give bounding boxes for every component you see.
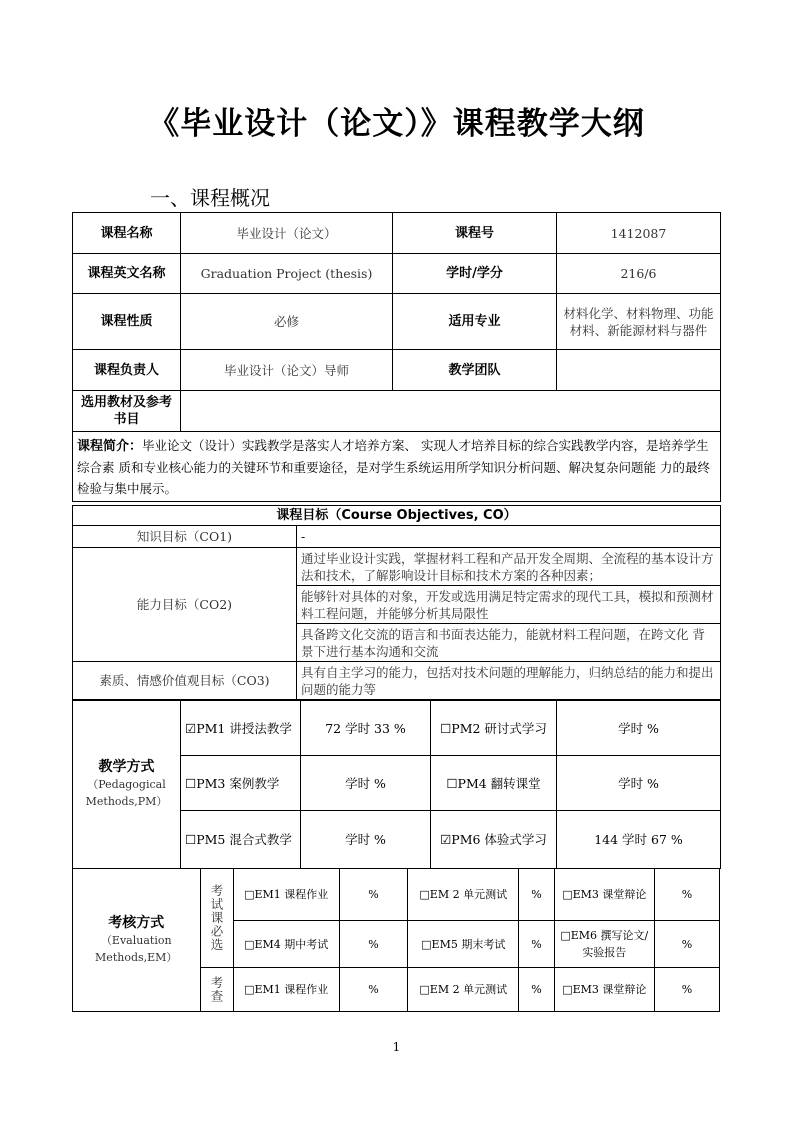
leader-label: 课程负责人	[73, 350, 181, 391]
nature-label: 课程性质	[73, 294, 181, 350]
pm5-value: 学时 %	[301, 811, 431, 869]
majors-value: 材料化学、材料物理、功能材料、新能源材料与器件	[557, 294, 721, 350]
pm1-value: 72 学时 33 %	[301, 701, 431, 756]
evaluation-label: 考核方式	[108, 914, 165, 931]
evaluation-label-cell	[73, 869, 201, 1012]
em-pct: %	[654, 921, 719, 968]
textbook-value	[181, 391, 721, 432]
pm2-value: 学时 %	[557, 701, 721, 756]
pedagogy-label-cell	[73, 701, 181, 869]
pm3-value: 学时 %	[301, 756, 431, 811]
co2-item: 具备跨文化交流的语言和书面表达能力，能就材料工程问题，在跨文化 背景下进行基本沟通和交流	[297, 624, 721, 662]
em-pct: %	[654, 968, 719, 1012]
page-number: 1	[392, 1040, 401, 1054]
course-intro	[73, 432, 721, 502]
intro-label: 课程简介：	[77, 438, 143, 454]
objectives-header: 课程目标（Course Objectives, CO）	[73, 506, 721, 526]
intro-text: 毕业论文（设计）实践教学是落实人才培养方案、 实现人才培养目标的综合实践教学内容，是培养学生综合素 质和专业核心能力的关键环节和重要途径，是对学生系统运用所学知识分析问题、解决复杂问题能 力的最终检验与集中展示。	[77, 437, 710, 496]
em-item[interactable]: □EM3 课堂辩论	[554, 869, 654, 921]
exam-label: 考试课必选	[200, 869, 233, 968]
hours-credits-label: 学时/学分	[393, 254, 557, 294]
document-title: 《毕业设计（论文）》课程教学大纲	[148, 106, 645, 142]
em-pct: %	[654, 869, 719, 921]
em-pct: %	[519, 869, 554, 921]
team-value	[557, 350, 721, 391]
em-pct: %	[339, 869, 407, 921]
co2-label: 能力目标（CO2)	[73, 548, 297, 662]
section-heading: 一、课程概况	[150, 186, 270, 210]
leader-value: 毕业设计（论文）导师	[181, 350, 393, 391]
course-name-value: 毕业设计（论文）	[181, 213, 393, 254]
co2-item: 通过毕业设计实践，掌握材料工程和产品开发全周期、全流程的基本设计方法和技术，了解影响设计目标和技术方案的各种因素；	[297, 548, 721, 586]
checkbox-icon[interactable]: ☐	[185, 832, 197, 847]
course-no-value: 1412087	[557, 213, 721, 254]
em-item[interactable]: □EM1 课程作业	[233, 869, 339, 921]
em-item[interactable]: □EM6 撰写论文/实验报告	[554, 921, 654, 968]
evaluation-table	[72, 868, 720, 1012]
checkbox-icon[interactable]: ☐	[446, 775, 458, 791]
overview-table	[72, 212, 721, 502]
em-pct: %	[339, 968, 407, 1012]
pm6-value: 144 学时 67 %	[557, 811, 721, 869]
english-name-value: Graduation Project (thesis)	[181, 254, 393, 294]
team-label: 教学团队	[393, 350, 557, 391]
pedagogy-table	[72, 700, 721, 869]
course-no-label: 课程号	[393, 213, 557, 254]
majors-label: 适用专业	[393, 294, 557, 350]
checkbox-icon[interactable]: ☑	[440, 832, 452, 847]
course-name-label: 课程名称	[73, 213, 181, 254]
pm6: ☑PM6 体验式学习	[431, 811, 557, 869]
checkbox-icon[interactable]: ☐	[440, 720, 452, 736]
em-item[interactable]: □EM 2 单元测试	[408, 968, 519, 1012]
co3-label: 素质、情感价值观目标（CO3)	[73, 662, 297, 700]
em-item[interactable]: □EM1 课程作业	[233, 968, 339, 1012]
checkbox-icon[interactable]: ☑	[185, 720, 197, 736]
pm4-value: 学时 %	[557, 756, 721, 811]
checkbox-icon[interactable]: ☐	[185, 775, 197, 791]
pedagogy-label-en: （Pedagogical Methods,PM）	[85, 778, 168, 808]
objectives-table	[72, 505, 721, 700]
em-item[interactable]: □EM3 课堂辩论	[554, 968, 654, 1012]
pedagogy-label: 教学方式	[98, 759, 155, 775]
pm1: ☑PM1 讲授法教学	[181, 701, 301, 756]
co1-label: 知识目标（CO1)	[73, 526, 297, 548]
em-item[interactable]: □EM4 期中考试	[233, 921, 339, 968]
co1-value: -	[297, 526, 721, 548]
em-item[interactable]: □EM 2 单元测试	[408, 869, 519, 921]
nature-value: 必修	[181, 294, 393, 350]
co2-item: 能够针对具体的对象，开发或选用满足特定需求的现代工具，模拟和预测材料工程问题，并能够分析其局限性	[297, 586, 721, 624]
pm4: ☐PM4 翻转课堂	[431, 756, 557, 811]
hours-credits-value: 216/6	[557, 254, 721, 294]
pm2: ☐PM2 研讨式学习	[431, 701, 557, 756]
pm5: ☐PM5 混合式教学	[181, 811, 301, 869]
textbook-label: 选用教材及参考书目	[73, 391, 181, 432]
em-pct: %	[519, 968, 554, 1012]
em-pct: %	[519, 921, 554, 968]
em-pct: %	[339, 921, 407, 968]
co3-value: 具有自主学习的能力，包括对技术问题的理解能力，归纳总结的能力和提出问题的能力等	[297, 662, 721, 700]
em-item[interactable]: □EM5 期末考试	[408, 921, 519, 968]
evaluation-label-en: （Evaluation Methods,EM）	[95, 933, 178, 964]
english-name-label: 课程英文名称	[73, 254, 181, 294]
check-label: 考查	[200, 968, 233, 1012]
pm3: ☐PM3 案例教学	[181, 756, 301, 811]
